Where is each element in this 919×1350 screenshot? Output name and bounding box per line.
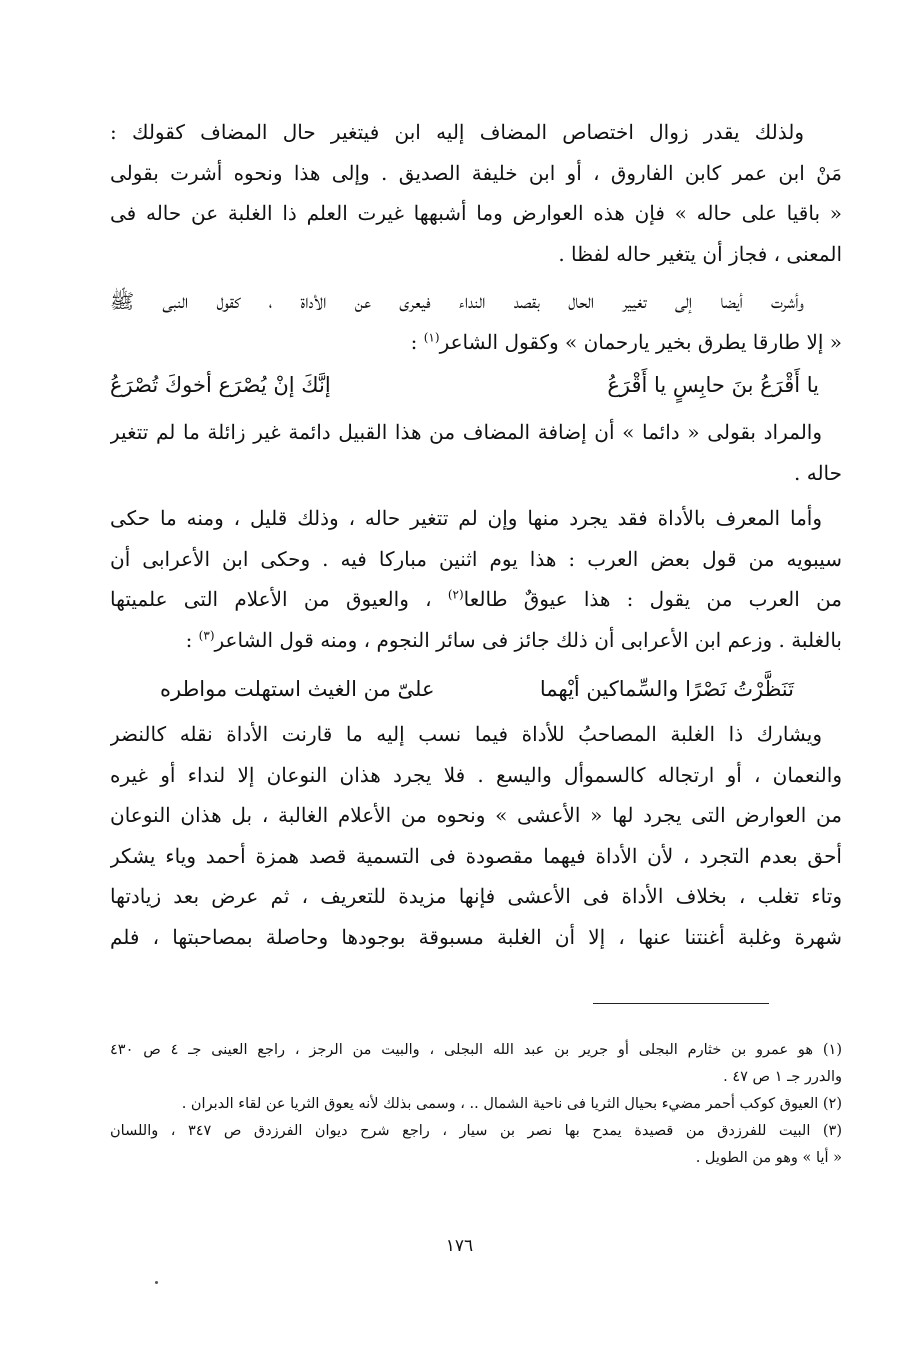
text-line: سيبويه من قول بعض العرب : هذا يوم اثنين مباركا فيه . وحكى ابن الأعرابى أن [110,546,842,571]
verse-2-second [160,669,435,709]
text-line: ولذلك يقدر زوال اختصاص المضاف إليه ابن فيتغير حال المضاف كقولك : [110,120,804,144]
verse-hemistich-first: تَنَظَّرْتُ نَصْرًا والسِّماكين أيْهما [539,677,794,701]
text-line: « باقيا على حاله » فإن هذه العوارض وما أشبهها غيرت العلم ذا الغلبة عن حاله فى [110,201,842,225]
text-segment: « إلا طارقا يطرق بخير يارحمان » وكقول الشاعر [439,329,842,354]
verse-hemistich-second: علىّ من الغيث استهلت مواطره [160,677,435,701]
footnote-line: (٢) العيوق كوكب أحمر مضيء بحيال الثريا فى ناحية الشمال .. ، وسمى بذلك لأنه يعوق الثريا عن لقاء الدبران . [181,1096,842,1112]
footnote-line: (٣) البيت للفرزدق من قصيدة يمدح بها نصر بن سيار ، راجع شرح ديوان الفرزدق ص ٣٤٧ ، واللسان [110,1123,842,1139]
footnote-line: (١) هو عمرو بن خثارم البجلى أو جرير بن عبد الله البجلى ، والبيت من الرجز ، راجع العينى جـ ٤ ص ٤٣٠ [110,1042,842,1058]
text-segment: ، والعيوق من الأعلام التى علميتها [110,587,448,611]
footnote-3 [110,1118,842,1172]
footnote-divider [593,1003,769,1004]
text-line: شهرة وغلبة أغنتنا عنها ، إلا أن الغلبة مسبوقة بوجودها وحاصلة بمصاحبتها ، فلم [110,924,842,949]
verse-hemistich-second: إنَّكَ إنْ يُصْرَع أخوكَ تُصْرَعُ [110,373,331,397]
text-segment: : [410,329,424,354]
text-line: أحق بعدم التجرد ، لأن الأداة فيهما مقصودة فى التسمية قصد همزة أحمد وياء يشكر [110,843,842,868]
footnote-1 [110,1037,842,1091]
verse-hemistich-first: يا أَقْرَعُ بنَ حابِسٍ يا أَقْرَعُ [607,373,819,397]
text-line: وأشرت أيضا إلى تغيير الحال بقصد النداء فيعرى عن الأداة ، كقول النبى ﷺ [110,289,804,313]
footnote-ref: (١) [423,329,440,344]
text-line: ويشارك ذا الغلبة المصاحبُ للأداة فيما نسب إليه ما قارنت الأداة نقله كالنضر [110,722,822,746]
footnote-line: « أيا » وهو من الطويل . [695,1150,842,1166]
paragraph-2 [110,281,842,362]
text-line: مَنْ ابن عمر كابن الفاروق ، أو ابن خليفة الصديق . وإلى هذا ونحوه أشرت بقولى [110,160,842,185]
verse-1 [607,365,819,405]
text-segment: من العرب من يقول : هذا عيوقٌ طالعا [463,587,842,611]
text-segment: بالغلبة . وزعم ابن الأعرابى أن ذلك جائز فى سائر النجوم ، ومنه قول الشاعر [214,627,842,652]
paragraph-4 [110,498,842,660]
text-line [110,322,842,363]
text-line: من العوارض التى يجرد لها « الأعشى » ونحوه من الأعلام الغالبة ، بل هذان النوعان [110,803,842,827]
text-line: المعنى ، فجاز أن يتغير حاله لفظا . [558,241,842,266]
text-line: حاله . [794,460,842,485]
text-line: وأما المعرف بالأداة فقد يجرد منها وإن لم تتغير حاله ، وذلك قليل ، ومنه ما حكى [110,506,822,530]
footnote-2 [110,1091,842,1118]
text-line: والمراد بقولى « دائما » أن إضافة المضاف من هذا القبيل دائمة غير زائلة ما لم تتغير [110,420,822,444]
text-line [110,579,842,620]
verse-1-second [110,365,331,405]
footnote-ref: (٣) [198,627,215,642]
verse-2 [540,669,794,709]
footnote-line: والدرر جـ ١ ص ٤٧ . [723,1069,842,1085]
paragraph-1 [110,112,842,274]
footnote-ref: (٢) [447,587,464,602]
footnotes [110,1037,842,1172]
text-segment: : [185,627,199,652]
paragraph-3 [110,412,842,493]
text-line [110,620,842,661]
text-line: وتاء تغلب ، بخلاف الأداة فى الأعشى فإنها مزيدة للتعريف ، ثم عرض بعد زيادتها [110,884,842,908]
text-line: والنعمان ، أو ارتجاله كالسموأل واليسع . فلا يجرد هذان النوعان إلا لنداء أو غيره [110,762,842,787]
page-number: ١٧٦ [445,1236,474,1256]
scan-speck [155,1281,158,1284]
paragraph-5 [110,714,842,957]
